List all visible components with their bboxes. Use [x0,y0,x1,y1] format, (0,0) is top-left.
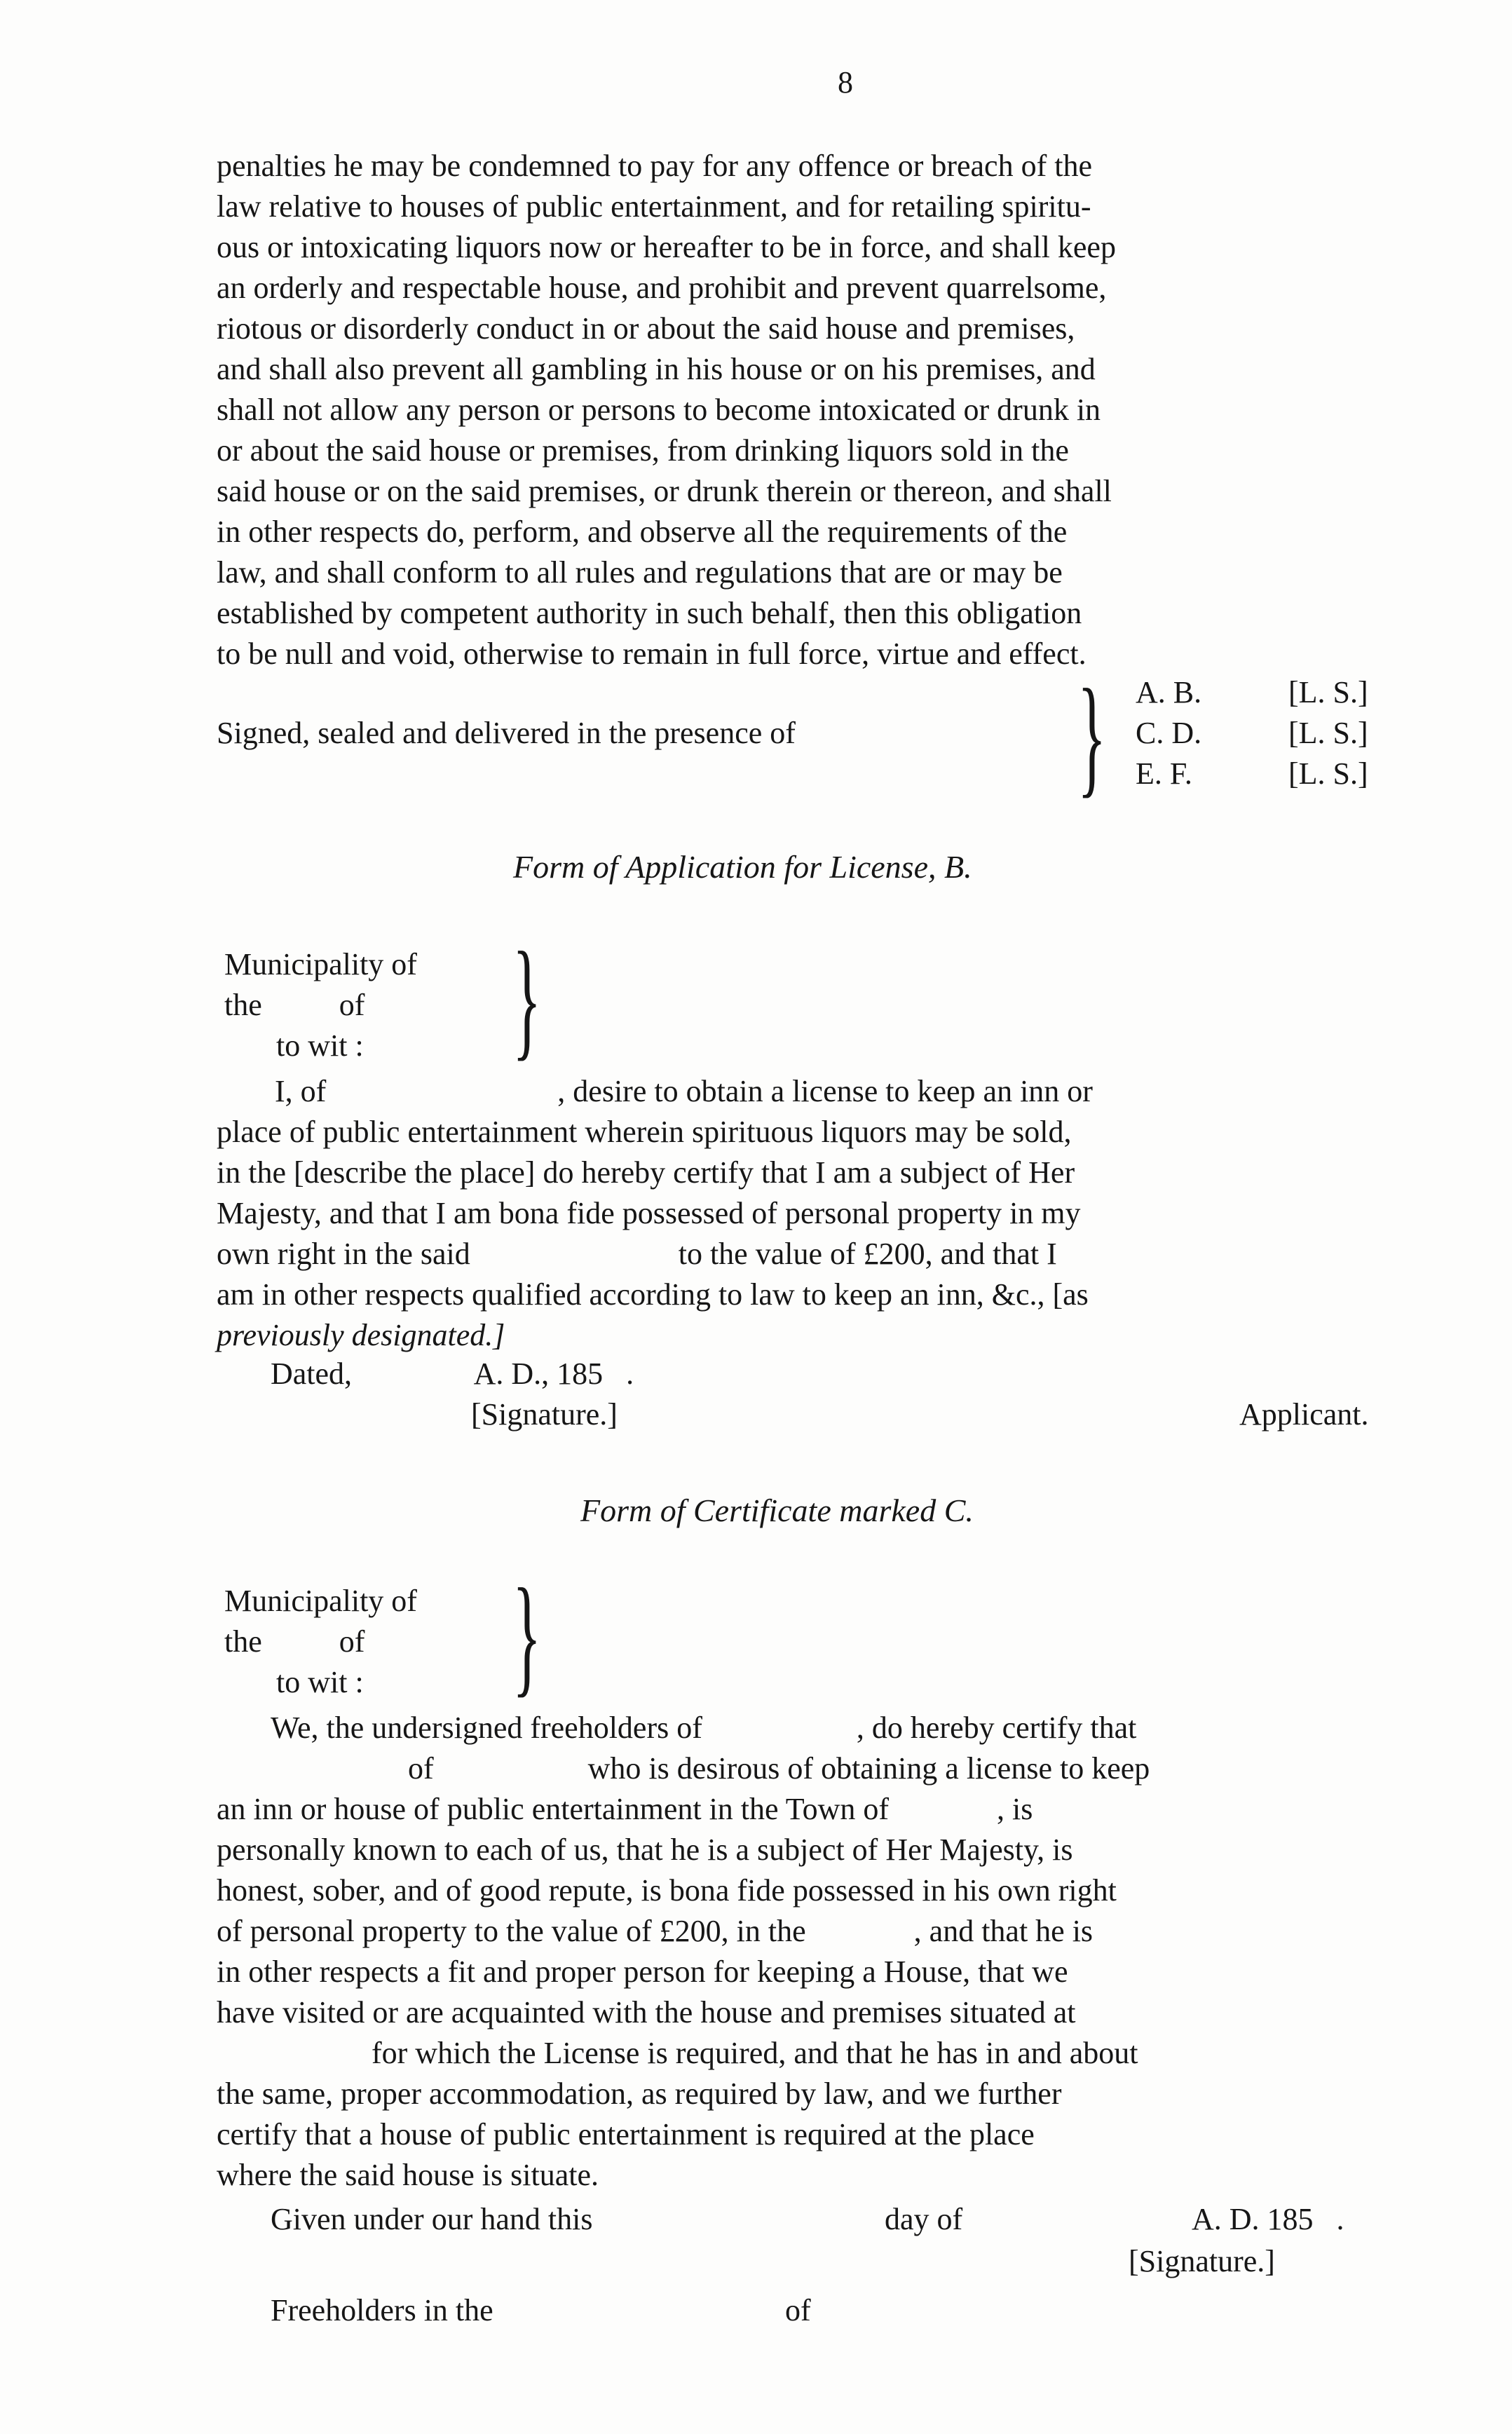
form-c-given: Given under our hand this [271,2202,593,2236]
municipality-line: to wit : [276,1028,364,1063]
bond-line: said house or on the said premises, or drunk therein or thereon, and shall [217,474,1112,508]
form-c-ad: A. D. 185 . [1192,2202,1344,2236]
bond-line: or about the said house or premises, from drinking liquors sold in the [217,433,1069,468]
signatory-seal: [L. S.] [1288,675,1368,709]
form-b-heading: Form of Application for License, B. [513,849,972,885]
municipality-line: Municipality of [224,1584,417,1618]
bond-line: established by competent authority in such behalf, then this obligation [217,596,1082,630]
form-c-freeholders: Freeholders in the [271,2293,493,2327]
form-c-line: an inn or house of public entertainment in the Town of , is [217,1792,1033,1826]
form-b-line: previously designated.] [217,1318,505,1352]
signatory-seal: [L. S.] [1288,756,1368,791]
bond-line: riotous or disorderly conduct in or about the said house and premises, [217,311,1075,346]
form-c-line: have visited or are acquainted with the house and premises situated at [217,1995,1076,2030]
form-c-of: of [785,2293,811,2327]
municipality-line: the of [224,988,365,1022]
bond-line: penalties he may be condemned to pay for any offence or breach of the [217,149,1092,183]
bond-line: ous or intoxicating liquors now or hereafter to be in force, and shall keep [217,230,1116,264]
form-b-line: place of public entertainment wherein spirituous liquors may be sold, [217,1115,1072,1149]
form-b-line: am in other respects qualified according to law to keep an inn, &c., [as [217,1277,1089,1312]
form-c-line: where the said house is situate. [217,2158,599,2192]
form-c-line: We, the undersigned freeholders of , do hereby certify that [271,1711,1137,1745]
signed-sealed-text: Signed, sealed and delivered in the presence of [217,716,796,750]
form-c-line: of personal property to the value of £200, in the , and that he is [217,1914,1094,1948]
bond-line: an orderly and respectable house, and prohibit and prevent quarrelsome, [217,271,1107,305]
bond-line: shall not allow any person or persons to become intoxicated or drunk in [217,393,1101,427]
form-c-signature: [Signature.] [1129,2244,1275,2278]
form-c-heading: Form of Certificate marked C. [580,1493,974,1528]
form-b-line: in the [describe the place] do hereby certify that I am a subject of Her [217,1155,1075,1190]
bond-line: law relative to houses of public entertainment, and for retailing spiritu- [217,189,1091,224]
brace-icon: } [1077,662,1107,810]
signatory-name: C. D. [1136,716,1202,750]
bond-line: in other respects do, perform, and observe all the requirements of the [217,515,1068,549]
form-b-line: Majesty, and that I am bona fide possessed of personal property in my [217,1196,1081,1230]
form-b-line: I, of , desire to obtain a license to keep an inn or [275,1074,1093,1108]
form-b-dated: Dated, A. D., 185 . [271,1357,634,1391]
form-c-day-of: day of [885,2202,963,2236]
form-c-line: certify that a house of public entertainment is required at the place [217,2117,1035,2151]
signatory-name: E. F. [1136,756,1192,791]
form-c-line: honest, sober, and of good repute, is bona fide possessed in his own right [217,1873,1117,1908]
form-b-applicant: Applicant. [1239,1397,1369,1432]
form-c-line: the same, proper accommodation, as required by law, and we further [217,2076,1062,2111]
form-c-line: in other respects a fit and proper person for keeping a House, that we [217,1954,1068,1989]
brace-icon: } [512,925,542,1073]
municipality-line: to wit : [276,1665,364,1699]
form-b-signature: [Signature.] [471,1397,618,1432]
bond-line: law, and shall conform to all rules and regulations that are or may be [217,555,1063,590]
form-c-line: of who is desirous of obtaining a license to keep [408,1751,1150,1786]
bond-line: and shall also prevent all gambling in his house or on his premises, and [217,352,1096,386]
bond-line: to be null and void, otherwise to remain in full force, virtue and effect. [217,637,1087,671]
municipality-line: the of [224,1624,365,1659]
brace-icon: } [512,1562,542,1709]
form-c-line: for which the License is required, and that he has in and about [372,2036,1138,2070]
page-number: 8 [838,65,853,100]
form-c-line: personally known to each of us, that he is a subject of Her Majesty, is [217,1833,1073,1867]
signatory-name: A. B. [1136,675,1202,709]
form-b-line: own right in the said to the value of £200, and that I [217,1237,1057,1271]
municipality-line: Municipality of [224,947,417,981]
signatory-seal: [L. S.] [1288,716,1368,750]
